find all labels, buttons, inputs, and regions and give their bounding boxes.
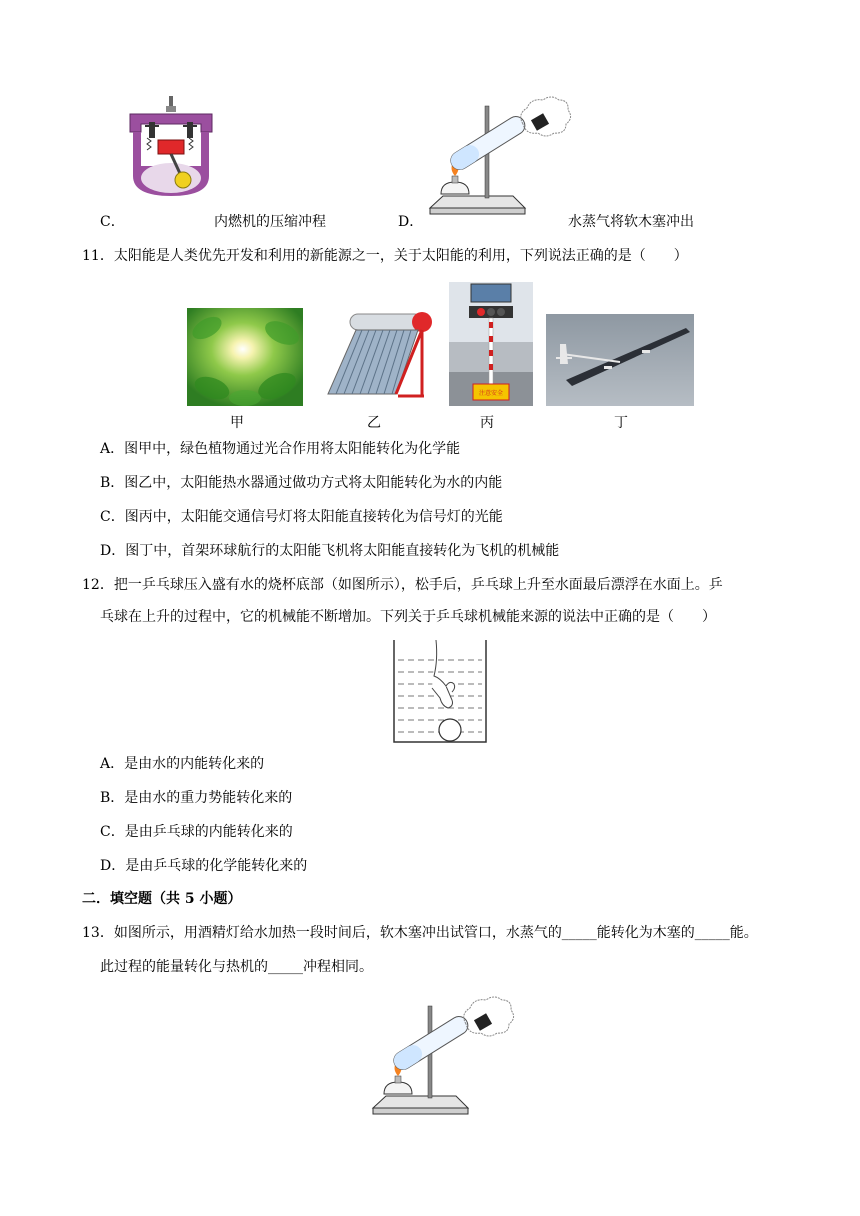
q12-stem-line1: 12．把一乒乓球压入盛有水的烧杯底部（如图所示），松手后，乒乓球上升至水面最后漂浮在水面上。乒: [82, 577, 723, 593]
q13-steam-cork-figure: [368, 996, 513, 1120]
q12-option-a: A．是由水的内能转化来的: [100, 756, 265, 772]
q10-option-c-letter: C．: [100, 214, 125, 230]
caption-ding: 丁: [614, 415, 628, 431]
figure-jia-leaves-sunlight: [187, 308, 303, 406]
q13-line1: 13．如图所示，用酒精灯给水加热一段时间后，软木塞冲出试管口，水蒸气的_____能转化为木塞的_____能。: [82, 925, 758, 941]
q11-stem: 11．太阳能是人类优先开发和利用的新能源之一，关于太阳能的利用，下列说法正确的是（ ）: [82, 248, 688, 264]
q10-option-d-text: 水蒸气将软木塞冲出: [568, 214, 694, 230]
q13-line2: 此过程的能量转化与热机的_____冲程相同。: [100, 959, 373, 975]
q11-option-a: A．图甲中，绿色植物通过光合作用将太阳能转化为化学能: [100, 441, 461, 457]
figure-yi-solar-water-heater: [322, 308, 432, 406]
caption-bing: 丙: [480, 415, 494, 431]
traffic-sign-text: 注意安全: [478, 390, 503, 397]
q12-option-b: B．是由水的重力势能转化来的: [100, 790, 293, 806]
section2-title: 二．填空题（共 5 小题）: [82, 891, 242, 907]
q12-option-d: D．是由乒乓球的化学能转化来的: [100, 858, 308, 874]
q11-option-d: D．图丁中，首架环球航行的太阳能飞机将太阳能直接转化为飞机的机械能: [100, 543, 560, 559]
q11-option-b: B．图乙中，太阳能热水器通过做功方式将太阳能转化为水的内能: [100, 475, 503, 491]
q10-option-c-text: 内燃机的压缩冲程: [214, 214, 326, 230]
q12-option-c: C．是由乒乓球的内能转化来的: [100, 824, 293, 840]
steam-cork-figure: [425, 96, 570, 220]
figure-ding-solar-airplane: [546, 314, 694, 406]
q11-option-c: C．图丙中，太阳能交通信号灯将太阳能直接转化为信号灯的光能: [100, 509, 503, 525]
beaker-pingpong-figure: [392, 640, 488, 744]
caption-yi: 乙: [367, 415, 381, 431]
q10-option-d-letter: D．: [398, 214, 424, 230]
q12-stem-line2: 乓球在上升的过程中，它的机械能不断增加。下列关于乒乓球机械能来源的说法中正确的是（ ）: [100, 609, 716, 625]
engine-compression-stroke-figure: [125, 96, 217, 196]
caption-jia: 甲: [230, 415, 244, 431]
